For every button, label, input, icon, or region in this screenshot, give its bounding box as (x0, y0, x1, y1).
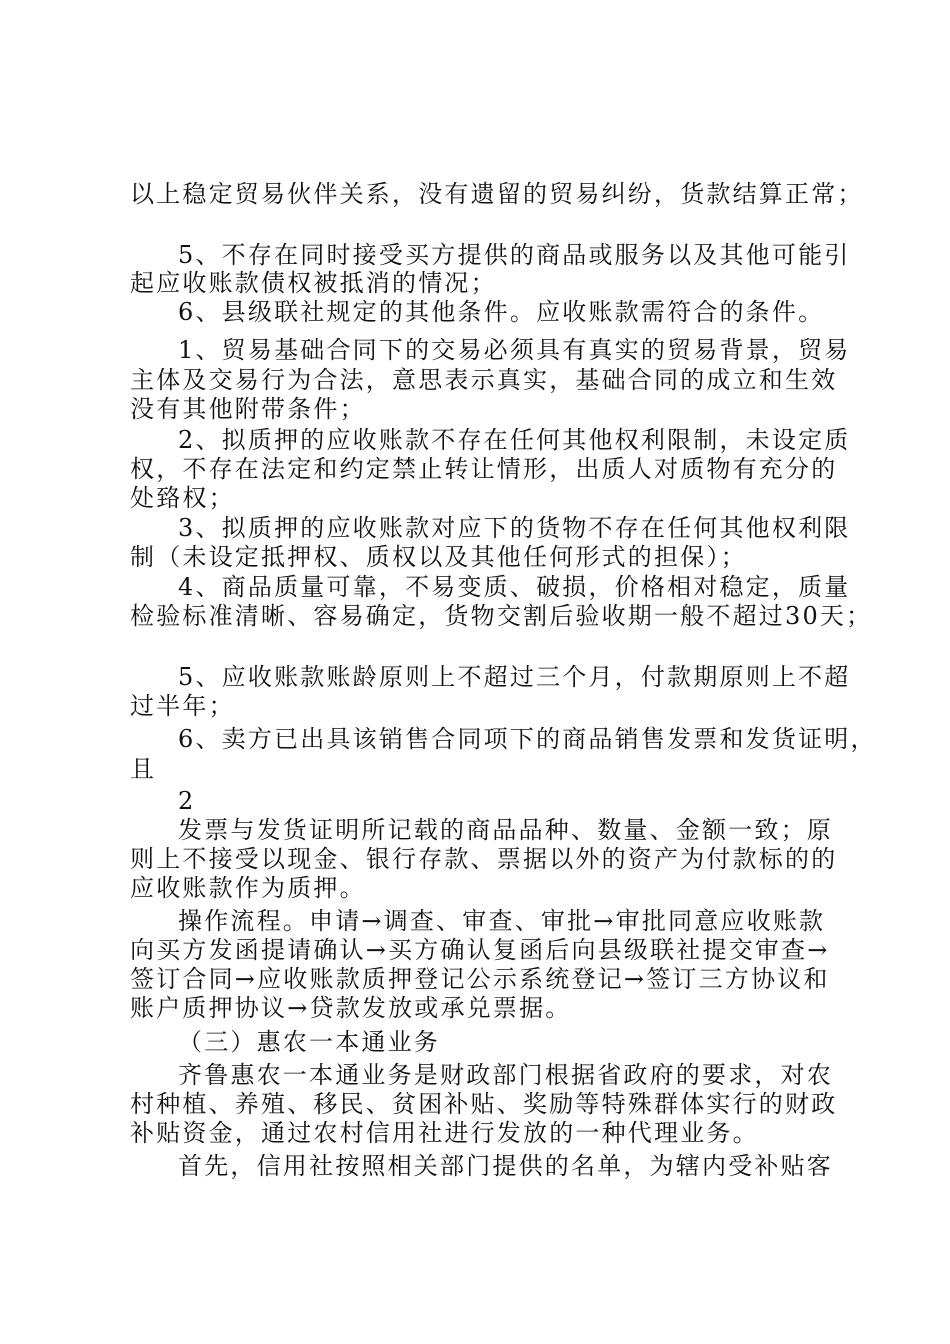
text-line: 则上不接受以现金、银行存款、票据以外的资产为付款标的的 (130, 845, 838, 873)
text-line: 过半年； (130, 692, 235, 720)
text-line: 起应收账款债权被抵消的情况； (130, 269, 497, 297)
text-line: 处臵权； (130, 484, 235, 512)
text-line: 齐鲁惠农一本通业务是财政部门根据省政府的要求，对农 (178, 1061, 833, 1089)
text-line: 签订合同→应收账款质押登记公示系统登记→签订三方协议和 (130, 965, 830, 993)
text-line: 村种植、养殖、移民、贫困补贴、奖励等特殊群体实行的财政 (130, 1090, 838, 1118)
text-line: 主体及交易行为合法，意思表示真实，基础合同的成立和生效 (130, 366, 838, 394)
text-line: 且 (130, 755, 157, 783)
text-line: 发票与发货证明所记载的商品品种、数量、金额一致；原 (178, 816, 833, 844)
text-line: 1、贸易基础合同下的交易必须具有真实的贸易背景，贸易 (178, 336, 851, 364)
page-number: 2 (178, 787, 196, 815)
text-line: 应收账款作为质押。 (130, 874, 366, 902)
text-line: 没有其他附带条件； (130, 395, 366, 423)
text-line: 检验标准清晰、容易确定，货物交割后验收期一般不超过30天； (130, 602, 873, 630)
text-line: 3、拟质押的应收账款对应下的货物不存在任何其他权利限 (178, 514, 851, 542)
section-heading: （三）惠农一本通业务 (178, 1028, 440, 1056)
text-line: 2、拟质押的应收账款不存在任何其他权利限制，未设定质 (178, 426, 851, 454)
text-line: 6、县级联社规定的其他条件。应收账款需符合的条件。 (178, 298, 825, 326)
text-line: 4、商品质量可靠，不易变质、破损，价格相对稳定，质量 (178, 573, 851, 601)
text-line: 以上稳定贸易伙伴关系，没有遗留的贸易纠纷，货款结算正常； (130, 180, 864, 208)
text-line: 补贴资金，通过农村信用社进行发放的一种代理业务。 (130, 1119, 759, 1147)
text-line: 5、应收账款账龄原则上不超过三个月，付款期原则上不超 (178, 663, 851, 691)
text-line: 首先，信用社按照相关部门提供的名单，为辖内受补贴客 (178, 1152, 833, 1180)
text-line: 账户质押协议→贷款发放或承兑票据。 (130, 994, 572, 1022)
text-line: 6、卖方已出具该销售合同项下的商品销售发票和发货证明， (178, 725, 877, 753)
text-line: 权，不存在法定和约定禁止转让情形，出质人对质物有充分的 (130, 455, 838, 483)
text-line: 操作流程。申请→调查、审查、审批→审批同意应收账款 (178, 907, 826, 935)
text-line: 5、不存在同时接受买方提供的商品或服务以及其他可能引 (178, 241, 851, 269)
text-line: 制（未设定抵押权、质权以及其他任何形式的担保）； (130, 543, 747, 571)
text-line: 向买方发函提请确认→买方确认复函后向县级联社提交审查→ (130, 936, 830, 964)
